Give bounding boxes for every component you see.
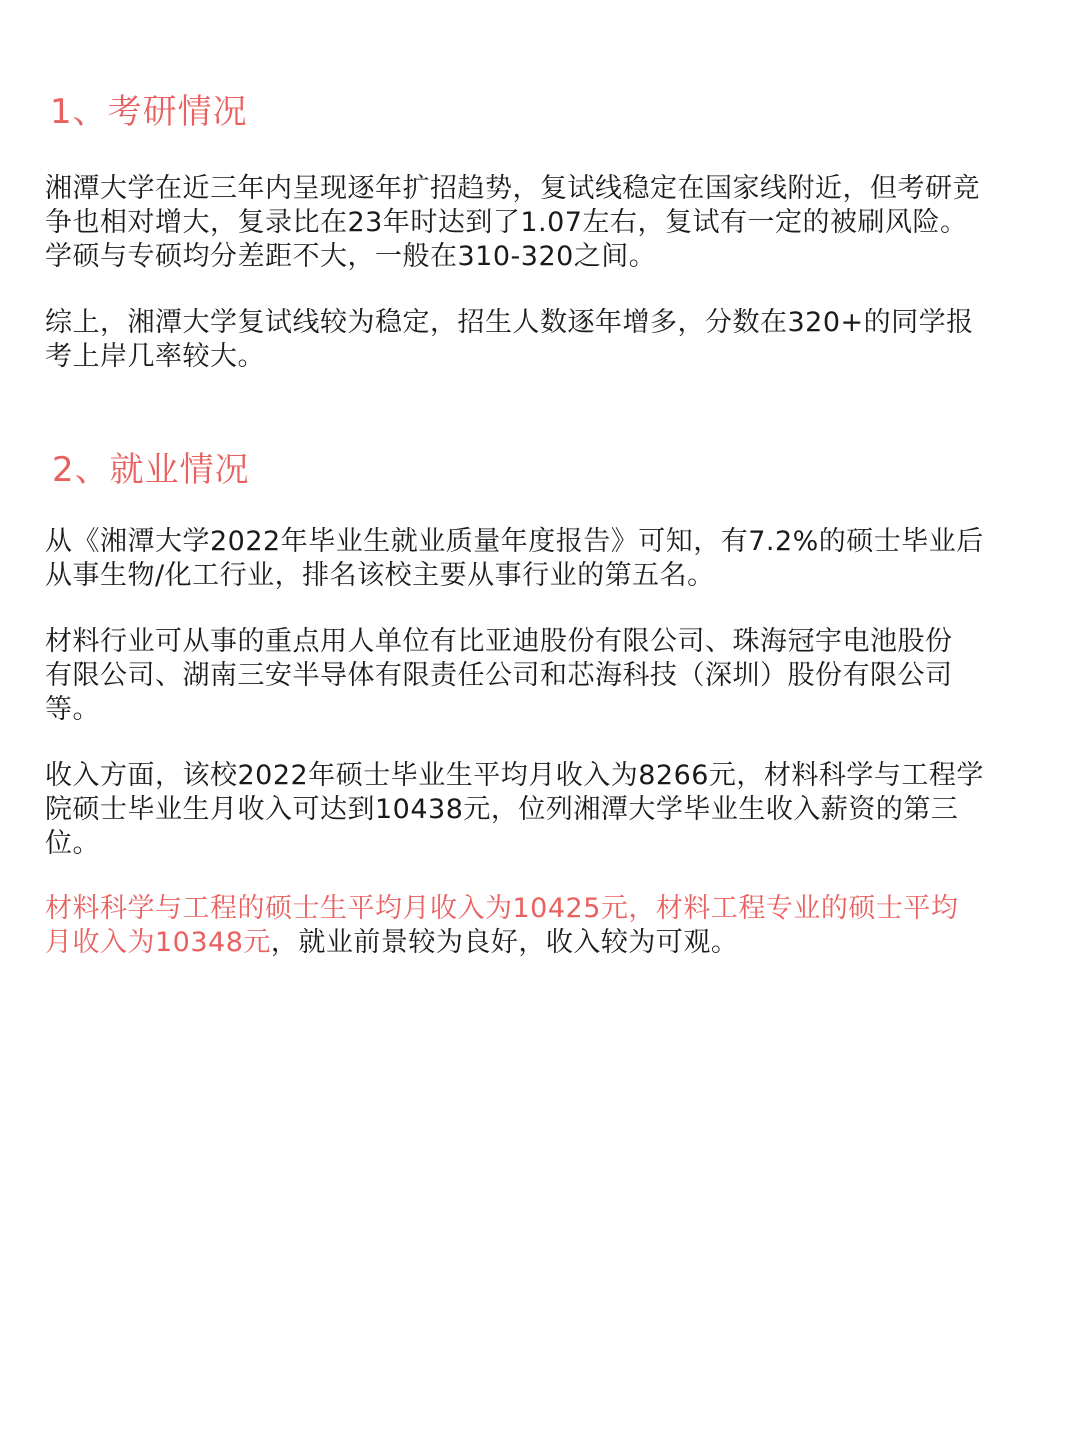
text-line: 学硕与专硕均分差距不大，一般在310-320之间。: [45, 241, 657, 272]
highlight-text-line: 材料科学与工程的硕士生平均月收入为10425元，材料工程专业的硕士平均: [45, 893, 959, 924]
text-line: [45, 926, 1045, 960]
section-title-jiuye: 2、就业情况: [52, 450, 250, 490]
text-line: 位。: [45, 828, 100, 859]
text-line: 考上岸几率较大。: [45, 341, 265, 372]
paragraph-jiuye-highlight: [45, 892, 1045, 960]
text-line: 从《湘潭大学2022年毕业生就业质量年度报告》可知，有7.2%的硕士毕业后: [45, 526, 984, 557]
text-line: 有限公司、湖南三安半导体有限责任公司和芯海科技（深圳）股份有限公司: [45, 660, 953, 691]
text-line: 湘潭大学在近三年内呈现逐年扩招趋势，复试线稳定在国家线附近，但考研竞: [45, 173, 980, 204]
paragraph-jiuye-income: [45, 759, 1045, 861]
section-title-kaoyan: 1、考研情况: [50, 92, 248, 132]
highlight-text: 月收入为10348元: [45, 927, 271, 958]
text-line: 综上，湘潭大学复试线较为稳定，招生人数逐年增多，分数在320+的同学报: [45, 307, 974, 338]
text-line: 等。: [45, 694, 100, 725]
text-line: 材料行业可从事的重点用人单位有比亚迪股份有限公司、珠海冠宇电池股份: [45, 626, 953, 657]
normal-text: ，就业前景较为良好，收入较为可观。: [270, 927, 739, 958]
text-line: 从事生物/化工行业，排名该校主要从事行业的第五名。: [45, 560, 715, 591]
paragraph-jiuye-employers: [45, 625, 1045, 727]
paragraph-kaoyan-summary: [45, 306, 1045, 374]
paragraph-kaoyan-trend: [45, 172, 1045, 274]
text-line: 院硕士毕业生月收入可达到10438元，位列湘潭大学毕业生收入薪资的第三: [45, 794, 959, 825]
text-line: 争也相对增大，复录比在23年时达到了1.07左右，复试有一定的被刷风险。: [45, 207, 968, 238]
paragraph-jiuye-report: [45, 525, 1045, 593]
text-line: 收入方面，该校2022年硕士毕业生平均月收入为8266元，材料科学与工程学: [45, 760, 984, 791]
